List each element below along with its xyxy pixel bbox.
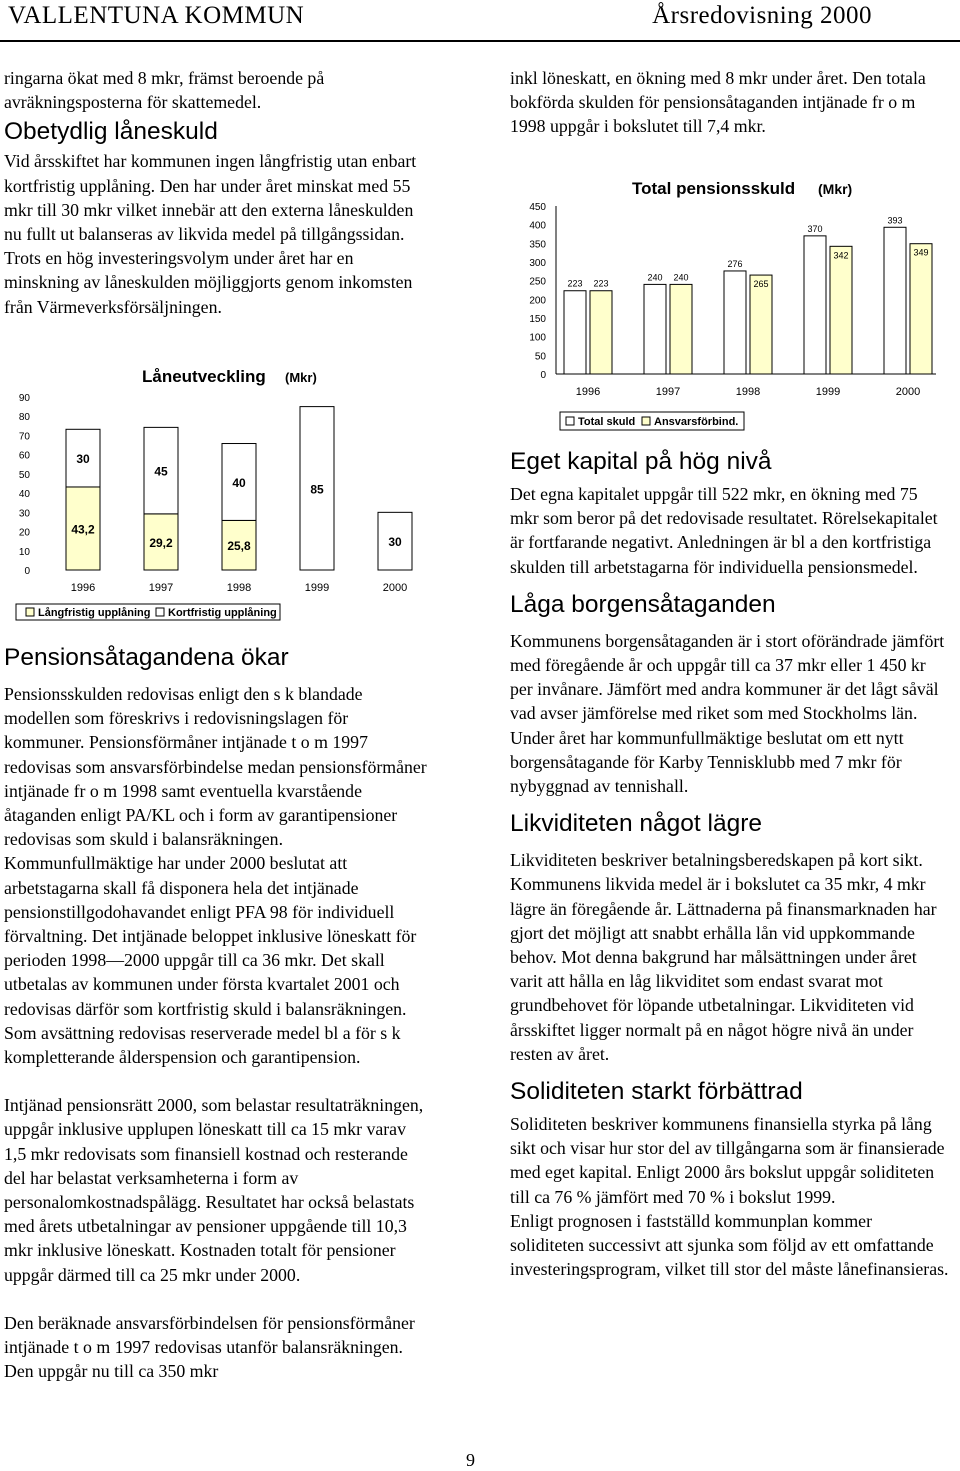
chart2-bar-label: 349: [913, 247, 929, 258]
chart1-bar-label: 85: [310, 482, 324, 497]
municipality-name: VALLENTUNA KOMMUN: [8, 2, 305, 29]
chart2-bar-total-skuld: [724, 271, 746, 374]
chart1-ytick-label: 10: [18, 546, 30, 558]
chart2-bar-label: 240: [647, 272, 663, 283]
chart1-ytick-label: 60: [18, 450, 30, 462]
chart2-ytick-label: 150: [529, 314, 546, 325]
chart1-bar-label: 40: [232, 475, 246, 490]
paragraph-pension: Pensionsskulden redovisas enligt den s k blandade modellen som föreskrivs i redovisningslagen för kommuner. Pensionsförmåner intjänade t o m 1997 redovisas som ansvarsförbindelse medan pensionsförmåner intjänade fr o m 1998 samt eventuella kvarstående åtaganden enligt PA/KL och i form av garantipensioner redovisas som skuld i balansräkningen. Kommunfullmäktige har under 2000 beslutat att arbetstagarna skall få disponera hela det intjänade pensionstillgodohavandet enligt PFA 98 för individuell förvaltning. Det intjänade beloppet inklusive löneskatt för perioden 1998—2000 uppgår till ca 36 mkr. Det skall utbetalas av kommunen under första kvartalet 2001 och redovisas därför som kortfristig skuld i balansräkningen. Som avsättning redovisas reserverade medel bl a för s k kompletterande ålderspension och garantipension.: [4, 684, 427, 1068]
chart1-xtick-label: 1996: [70, 582, 96, 594]
chart1-ytick-label: 20: [18, 527, 30, 539]
heading-likviditet: Likviditeten något lägre: [510, 810, 762, 838]
paragraph-prognos: Enligt prognosen i fastställd kommunplan kommer soliditeten successivt att sjunka som följd av ett omfattande investeringsprogram, vilket till stor del måste lånefinansieras.: [510, 1210, 949, 1280]
chart2-ytick-label: 100: [529, 332, 546, 344]
chart2-ytick-label: 200: [529, 295, 546, 307]
chart2-ytick-label: 400: [529, 220, 546, 232]
chart2-xtick-label: 1997: [655, 386, 681, 398]
chart1-title-unit: (Mkr): [285, 370, 317, 385]
chart2-ytick-label: 350: [529, 239, 546, 251]
paragraph-borgen: Kommunens borgensåtaganden är i stort oförändrade jämfört med föregående år och uppgår till ca 37 mkr eller 1 450 kr per invånare. Jämfört med andra kommuner är det lågt såväl vad avser jämförelse med riket som med Stockholms län. Under året har kommunfullmäktige beslutat om ett nytt borgensåtagande för Karby Tennisklubb med 7 mkr för nybyggnad av tennishall.: [510, 630, 945, 797]
heading-laneskuld: Obetydlig låneskuld: [4, 118, 218, 146]
paragraph-laneskuld: Vid årsskiftet har kommunen ingen långfristig utan enbart kortfristig upplåning. Den har under året minskat med 55 mkr till 30 mkr vilket innebär att den externa låneskulden nu fullt ut balanseras av likvida medel på tillgångssidan. Trots en hög investeringsvolym under året har en minskning av låneskulden möjliggjorts genom inkomsten från Värmeverksförsäljningen.: [4, 151, 417, 317]
chart2-bar-label: 393: [887, 215, 903, 226]
chart1-xtick-label: 1997: [148, 582, 174, 594]
chart1-legend-label: Långfristig upplåning: [38, 607, 151, 619]
chart2-title: Total pensionsskuld: [632, 179, 796, 198]
chart2-legend-swatch: [566, 417, 574, 425]
left-column-bottom: [4, 642, 428, 1383]
chart2-bar-label: 223: [567, 278, 583, 289]
heading-eget-kapital: Eget kapital på hög nivå: [510, 448, 772, 475]
chart2-bar-label: 370: [807, 223, 823, 234]
report-title: Årsredovisning 2000: [652, 2, 872, 29]
chart-pensionsskuld-svg: [506, 172, 946, 434]
chart1-legend-swatch: [156, 608, 164, 616]
heading-soliditet: Soliditeten starkt förbättrad: [510, 1078, 803, 1106]
intro-paragraph: ringarna ökat med 8 mkr, främst beroende på avräkningsposterna för skattemedel.: [4, 68, 325, 113]
paragraph-soliditet: Soliditeten beskriver kommunens finansiella styrka på lång sikt och visar hur stor del av tillgångarna som är finansierade med eget kapital. Enligt 2000 års bokslut uppgår soliditeten till ca 76 % jämfört med 70 % i bokslut 1999.: [510, 1114, 945, 1207]
right-column-top: [510, 66, 950, 139]
chart1-ytick-label: 30: [18, 508, 30, 520]
chart2-ytick-label: 250: [529, 276, 546, 288]
chart1-ytick-label: 40: [18, 489, 30, 501]
chart2-bar-total-skuld: [884, 227, 906, 374]
chart2-bar-ansvarsforbind: [590, 291, 612, 374]
chart2-bar-ansvarsforbind: [910, 244, 932, 374]
chart2-legend-swatch: [642, 417, 650, 425]
heading-pension: Pensionsåtagandena ökar: [4, 644, 289, 671]
paragraph-loneskatt: inkl löneskatt, en ökning med 8 mkr under året. Den totala bokförda skulden för pensionsåtaganden intjänade fr o m 1998 uppgår i bokslutet till 7,4 mkr.: [510, 68, 926, 137]
header-rule: [0, 40, 960, 42]
chart2-bar-label: 342: [833, 250, 849, 261]
chart1-xtick-label: 1998: [226, 582, 252, 594]
chart1-bar-label: 25,8: [227, 539, 251, 554]
chart2-ytick-label: 0: [540, 370, 546, 381]
chart1-ytick-label: 90: [18, 393, 30, 404]
paragraph-intjanad: Intjänad pensionsrätt 2000, som belastar resultaträkningen, uppgår inklusive upplupen löneskatt till ca 15 mkr varav 1,5 mkr redovisats som finansiell kostnad och resterande del har belastat verksamheterna i form av personalomkostnadspålägg. Resultatet har också belastats med årets utbetalningar av pensioner uppgående till 10,3 mkr inklusive löneskatt. Kostnaden totalt för pensioner uppgår därmed till ca 25 mkr under 2000.: [4, 1095, 424, 1285]
chart2-bar-total-skuld: [804, 236, 826, 374]
chart2-xtick-label: 1998: [735, 386, 761, 398]
chart1-bar-label: 30: [388, 535, 402, 550]
paragraph-ansvarsforbindelse: Den beräknade ansvarsförbindelsen för pensionsförmåner intjänade t o m 1997 redovisas utanför balansräkningen. Den uppgår nu till ca 350 mkr: [4, 1312, 415, 1382]
right-column-bottom: [510, 446, 950, 1281]
chart2-bar-label: 265: [753, 279, 769, 290]
chart1-bar-label: 29,2: [149, 535, 173, 550]
chart1-title: Låneutveckling: [142, 367, 266, 386]
chart1-ytick-label: 70: [18, 431, 30, 443]
chart2-ytick-label: 450: [529, 202, 546, 213]
chart1-xtick-label: 2000: [382, 582, 408, 594]
page-number: 9: [466, 1450, 475, 1470]
chart1-ytick-label: 50: [18, 469, 30, 481]
chart2-legend-label: Ansvarsförbind.: [654, 416, 739, 428]
chart2-bar-label: 240: [673, 272, 689, 283]
chart1-bar-label: 30: [76, 452, 90, 467]
chart1-bar-label: 45: [154, 464, 168, 479]
chart1-ytick-label: 80: [18, 412, 30, 424]
chart2-bar-label: 223: [593, 278, 609, 289]
chart1-ytick-label: 0: [24, 566, 30, 577]
chart2-legend-label: Total skuld: [578, 416, 636, 428]
page-header: [0, 0, 960, 40]
chart2-xtick-label: 2000: [895, 386, 921, 398]
paragraph-likviditet: Likviditeten beskriver betalningsberedskapen på kort sikt. Kommunens likvida medel är i bokslutet ca 35 mkr, 4 mkr lägre än föregående år. Lättnaderna på finansmarknaden har gjort det möjligt att snabbt erhålla lån vid uppkommande behov. Mot denna bakgrund har målsättningen under året varit att hålla en låg likviditet som endast svarat mot grundbehovet för löpande utbetalningar. Likviditeten vid årsskiftet ligger normalt på en något högre nivå än under resten av året.: [510, 850, 937, 1064]
paragraph-eget-kapital: Det egna kapitalet uppgår till 522 mkr, en ökning med 75 mkr som beror på det redovisade resultatet. Rörelsekapitalet är fortfarande negativt. Anledningen är bl a den kortfristiga skulden till arbetstagarna för individuella pensionsmedel.: [510, 484, 938, 577]
chart2-title-unit: (Mkr): [818, 181, 853, 197]
left-column-top: [4, 66, 420, 319]
chart2-xtick-label: 1996: [575, 386, 601, 398]
chart-pensionsskuld: [506, 172, 946, 434]
chart2-bar-ansvarsforbind: [670, 284, 692, 374]
chart-laneutveckling-svg: [4, 362, 424, 626]
chart2-bar-total-skuld: [564, 291, 586, 374]
chart2-ytick-label: 50: [534, 351, 546, 363]
chart1-legend-label: Kortfristig upplåning: [168, 607, 277, 619]
chart1-legend-swatch: [26, 608, 34, 616]
heading-borgen: Låga borgensåtaganden: [510, 590, 776, 618]
chart2-bar-total-skuld: [644, 284, 666, 374]
chart2-ytick-label: 300: [529, 258, 546, 269]
chart2-bar-label: 276: [727, 258, 743, 269]
chart2-bar-ansvarsforbind: [750, 275, 772, 374]
chart2-xtick-label: 1999: [815, 386, 841, 398]
chart2-bar-ansvarsforbind: [830, 246, 852, 374]
chart1-bar-label: 43,2: [71, 522, 95, 537]
chart-laneutveckling: [4, 362, 424, 626]
chart1-xtick-label: 1999: [304, 582, 330, 594]
